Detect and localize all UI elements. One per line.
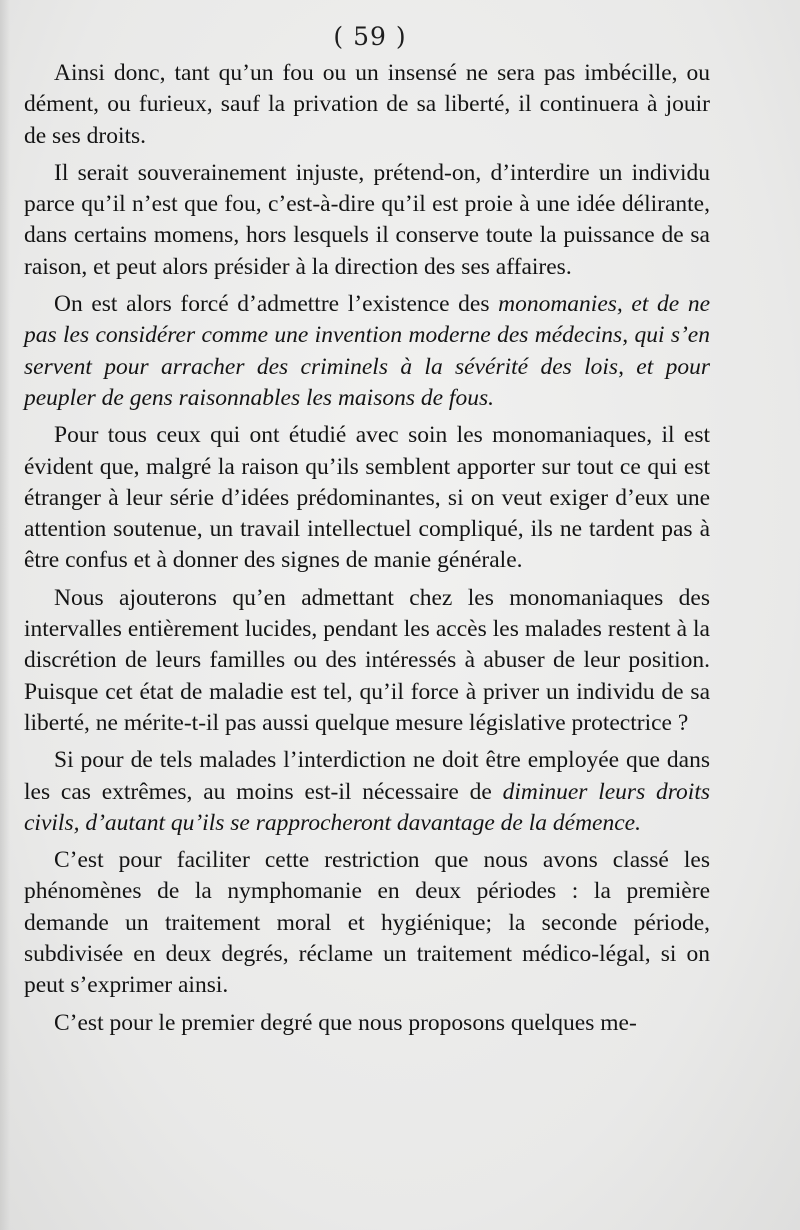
paragraph bbox=[24, 420, 710, 576]
text-segment: On est alors forcé d’admettre l’existence des bbox=[54, 291, 499, 318]
text-segment: Pour tous ceux qui ont étudié avec soin les monomaniaques, il est évident que, malgré la raison qu’ils semblent apporter sur tout ce qui est étranger à leur série d’idées prédominantes, si on veut exiger d’eux une attention soutenue, un travail intellectuel compliqué, ils ne tardent pas à être confus et à donner des signes de manie générale. bbox=[24, 422, 710, 574]
paragraph bbox=[24, 58, 710, 152]
text-segment: Il serait souverainement injuste, prétend-on, d’interdire un individu parce qu’il n’est que fou, c’est-à-dire qu’il est proie à une idée délirante, dans certains momens, hors lesquels il conserve toute la puissance de sa raison, et peut alors présider à la direction des ses affaires. bbox=[24, 159, 710, 280]
text-segment: Si pour de tels malades l’interdiction ne doit être employée que dans les cas extrêmes, au moins est-il nécessaire de bbox=[24, 747, 710, 805]
italic-text: diminuer leurs droits civils, d’autant qu’ils se rapprocheront davantage de la démence. bbox=[24, 778, 710, 836]
paragraph bbox=[24, 158, 710, 283]
italic-text: monomanies, et de ne pas les considérer comme une invention moderne des médecins, qui s’en servent pour arracher des criminels à la sévérité des lois, et pour peupler de gens raisonnables les maisons de fous. bbox=[24, 291, 711, 411]
text-segment: C’est pour le premier degré que nous proposons quelques me- bbox=[54, 1009, 637, 1036]
text-segment: Nous ajouterons qu’en admettant chez les monomaniaques des intervalles entièrement lucides, pendant les accès les malades restent à la discrétion de leurs familles ou des intéressés à abuser de leur position. Puisque cet état de maladie est tel, qu’il force à priver un individu de sa liberté, ne mérite-t-il pas aussi quelque mesure législative protectrice ? bbox=[24, 584, 710, 736]
paragraph bbox=[24, 745, 710, 839]
paragraph bbox=[24, 583, 710, 739]
text-segment: C’est pour faciliter cette restriction que nous avons classé les phénomènes de la nymphomanie en deux périodes : la première demande un traitement moral et hygiénique; la seconde période, subdivisée en deux degrés, réclame un traitement médico-légal, si on peut s’exprimer ainsi. bbox=[24, 847, 710, 999]
page-edge-shadow bbox=[0, 0, 10, 1230]
page-number: ( 59 ) bbox=[333, 22, 407, 51]
paragraph bbox=[24, 1008, 710, 1039]
body-text bbox=[24, 58, 710, 1045]
text-segment: Ainsi donc, tant qu’un fou ou un insensé ne sera pas imbécille, ou dément, ou furieux, sauf la privation de sa liberté, il continuera à jouir de ses droits. bbox=[24, 60, 710, 149]
paragraph bbox=[24, 289, 710, 414]
paragraph bbox=[24, 845, 710, 1001]
